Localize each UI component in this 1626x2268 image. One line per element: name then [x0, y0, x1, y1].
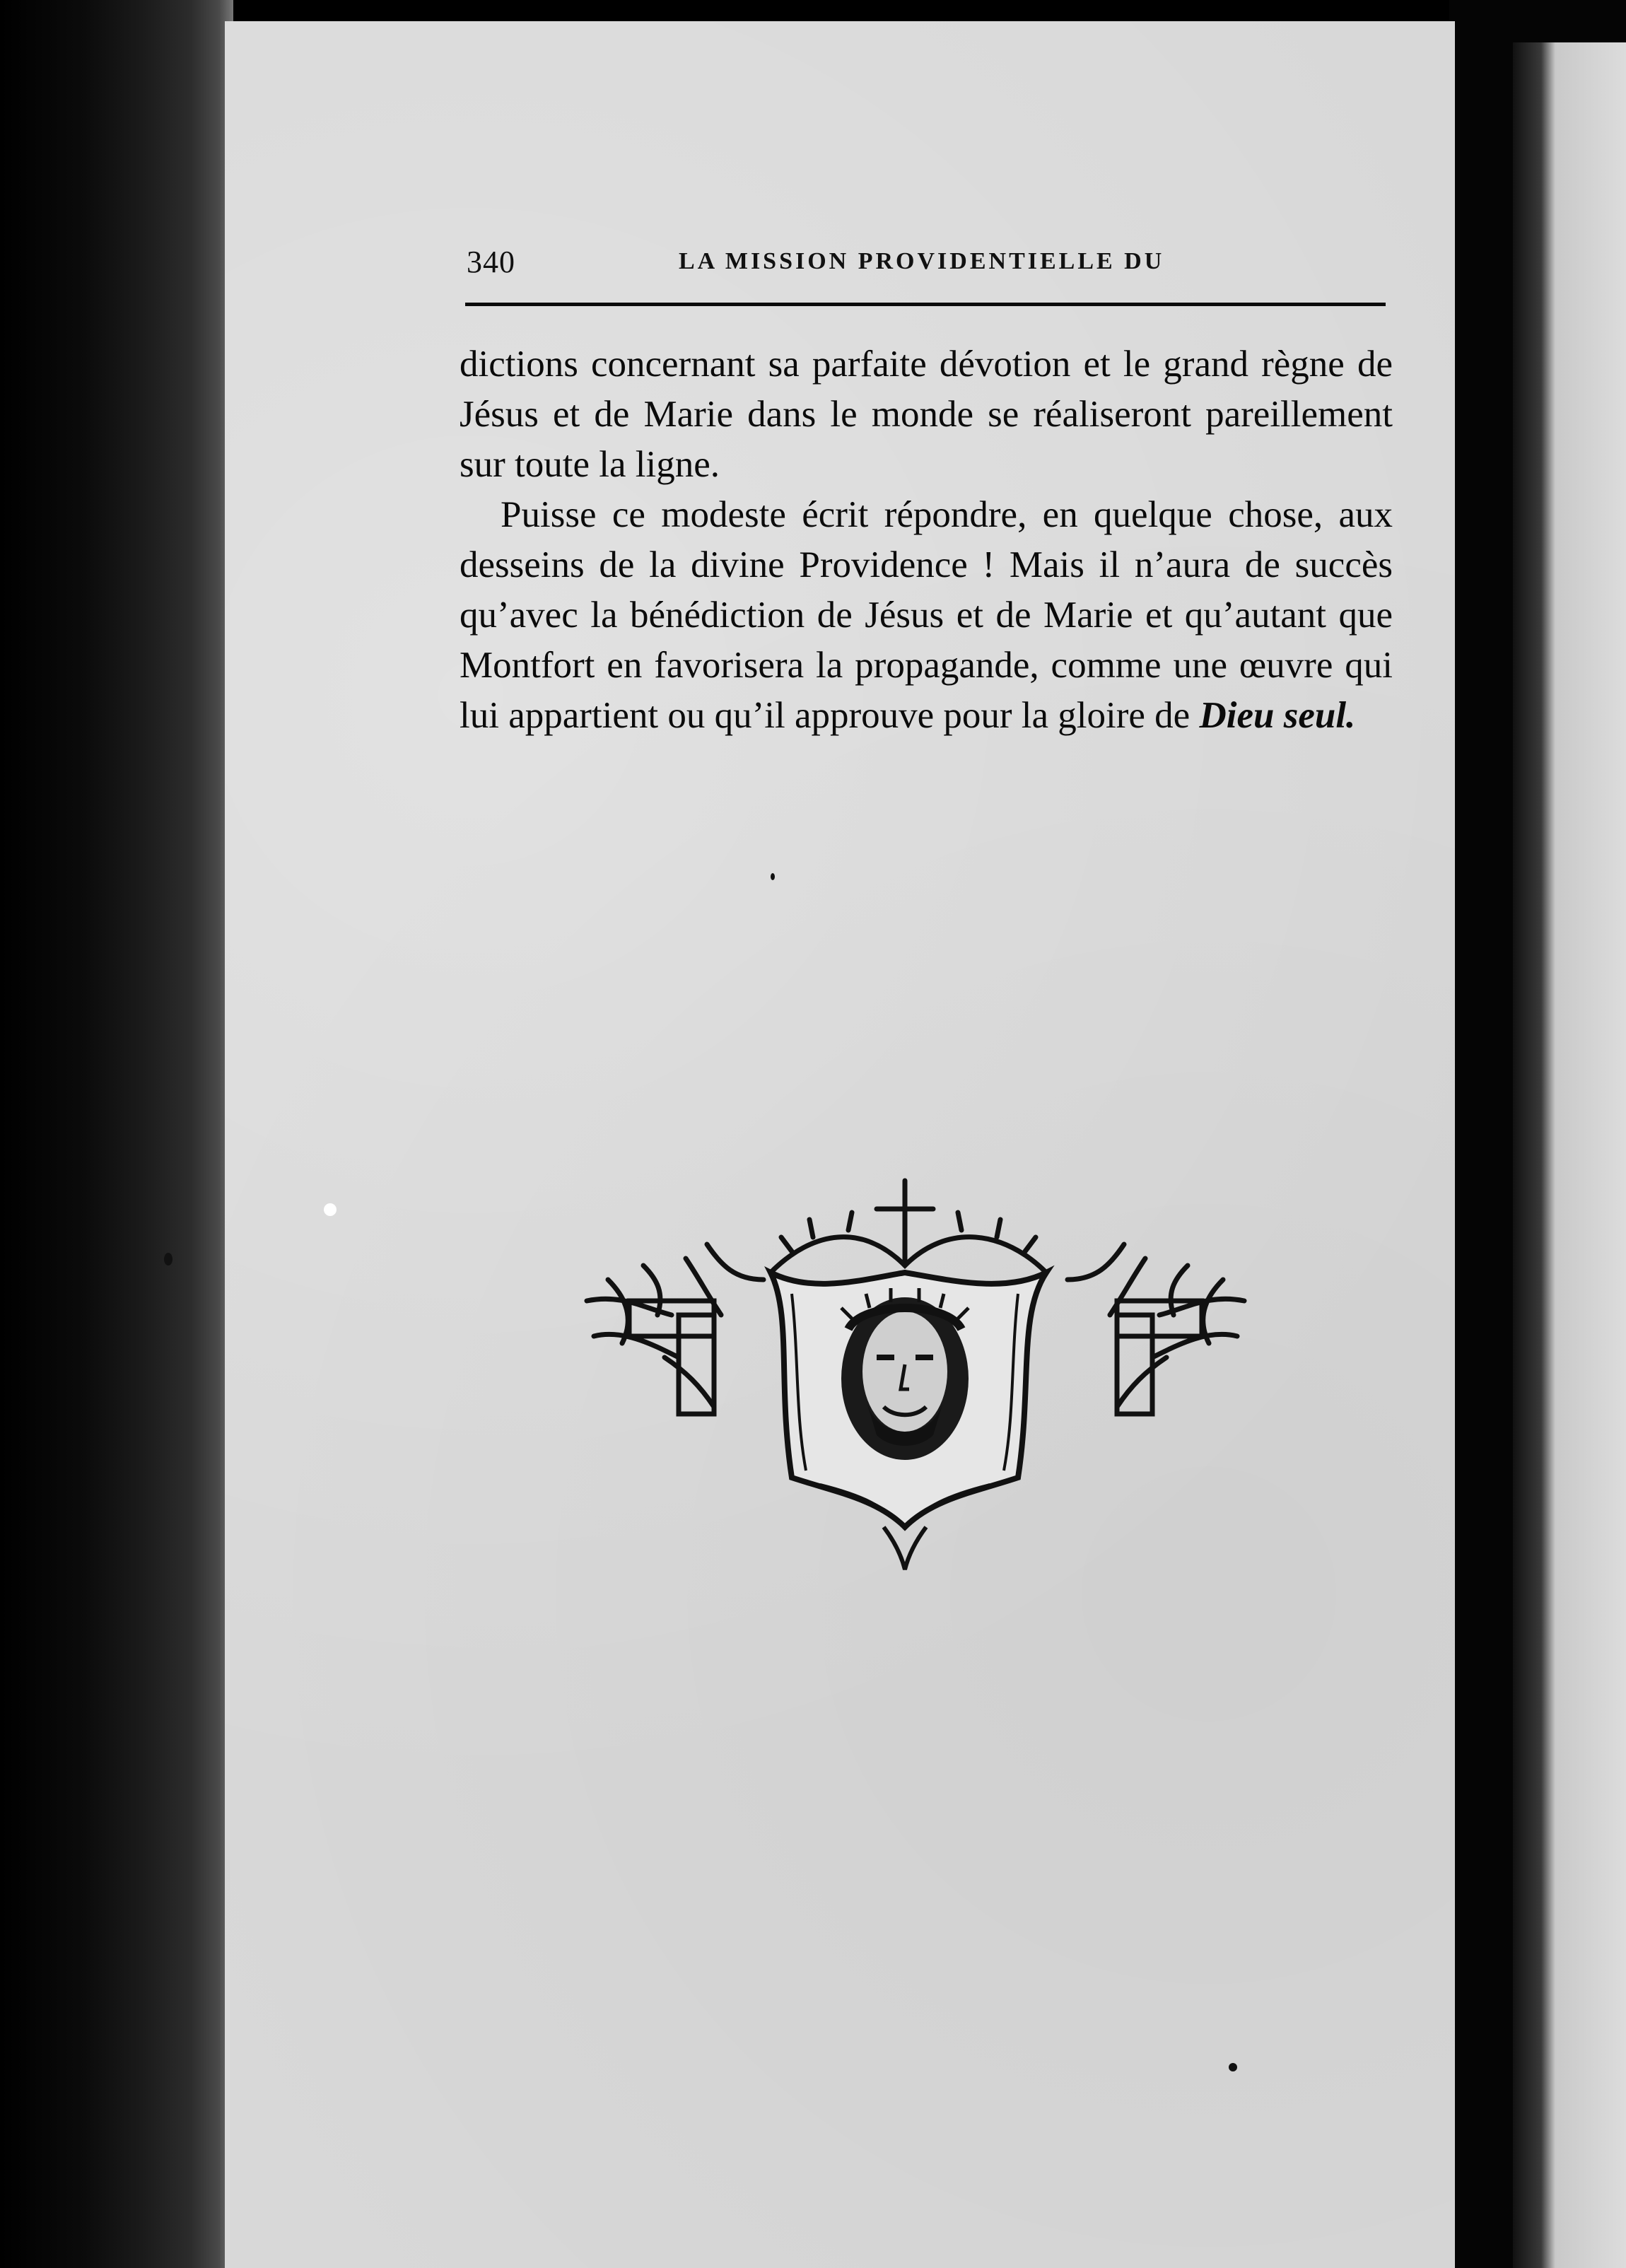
running-head — [467, 244, 1386, 293]
facing-page-edge — [1513, 42, 1626, 2268]
paragraph-1: dictions concernant sa parfaite dévotion et le grand règne de Jésus et de Marie dans le monde se réaliseront pareillement sur toute la ligne. — [460, 344, 1393, 485]
page-number: 340 — [467, 245, 515, 279]
running-title: LA MISSION PROVIDENTIELLE DU — [679, 248, 1165, 274]
header-rule — [465, 303, 1386, 306]
paragraph-2 — [460, 490, 1393, 741]
paragraph-2-italic: Dieu seul. — [1199, 695, 1356, 736]
body-text — [460, 339, 1393, 741]
scan-speck — [164, 1253, 172, 1265]
holy-face-veil-ornament-icon — [580, 1174, 1251, 1577]
scan-left-margin — [0, 0, 233, 2268]
scan-speck — [771, 873, 775, 880]
scan-speck — [1229, 2063, 1237, 2071]
scan-speck — [324, 1203, 337, 1216]
paragraph-2-text: Puisse ce modeste écrit répondre, en quelque chose, aux desseins de la divine Providence ! Mais il n’aura de succès qu’avec la bénédiction de Jésus et de Marie et qu’autant que Montfort en favorisera la propagande, comme une œuvre qui lui appartient ou qu’il approuve pour la gloire de — [460, 494, 1393, 736]
